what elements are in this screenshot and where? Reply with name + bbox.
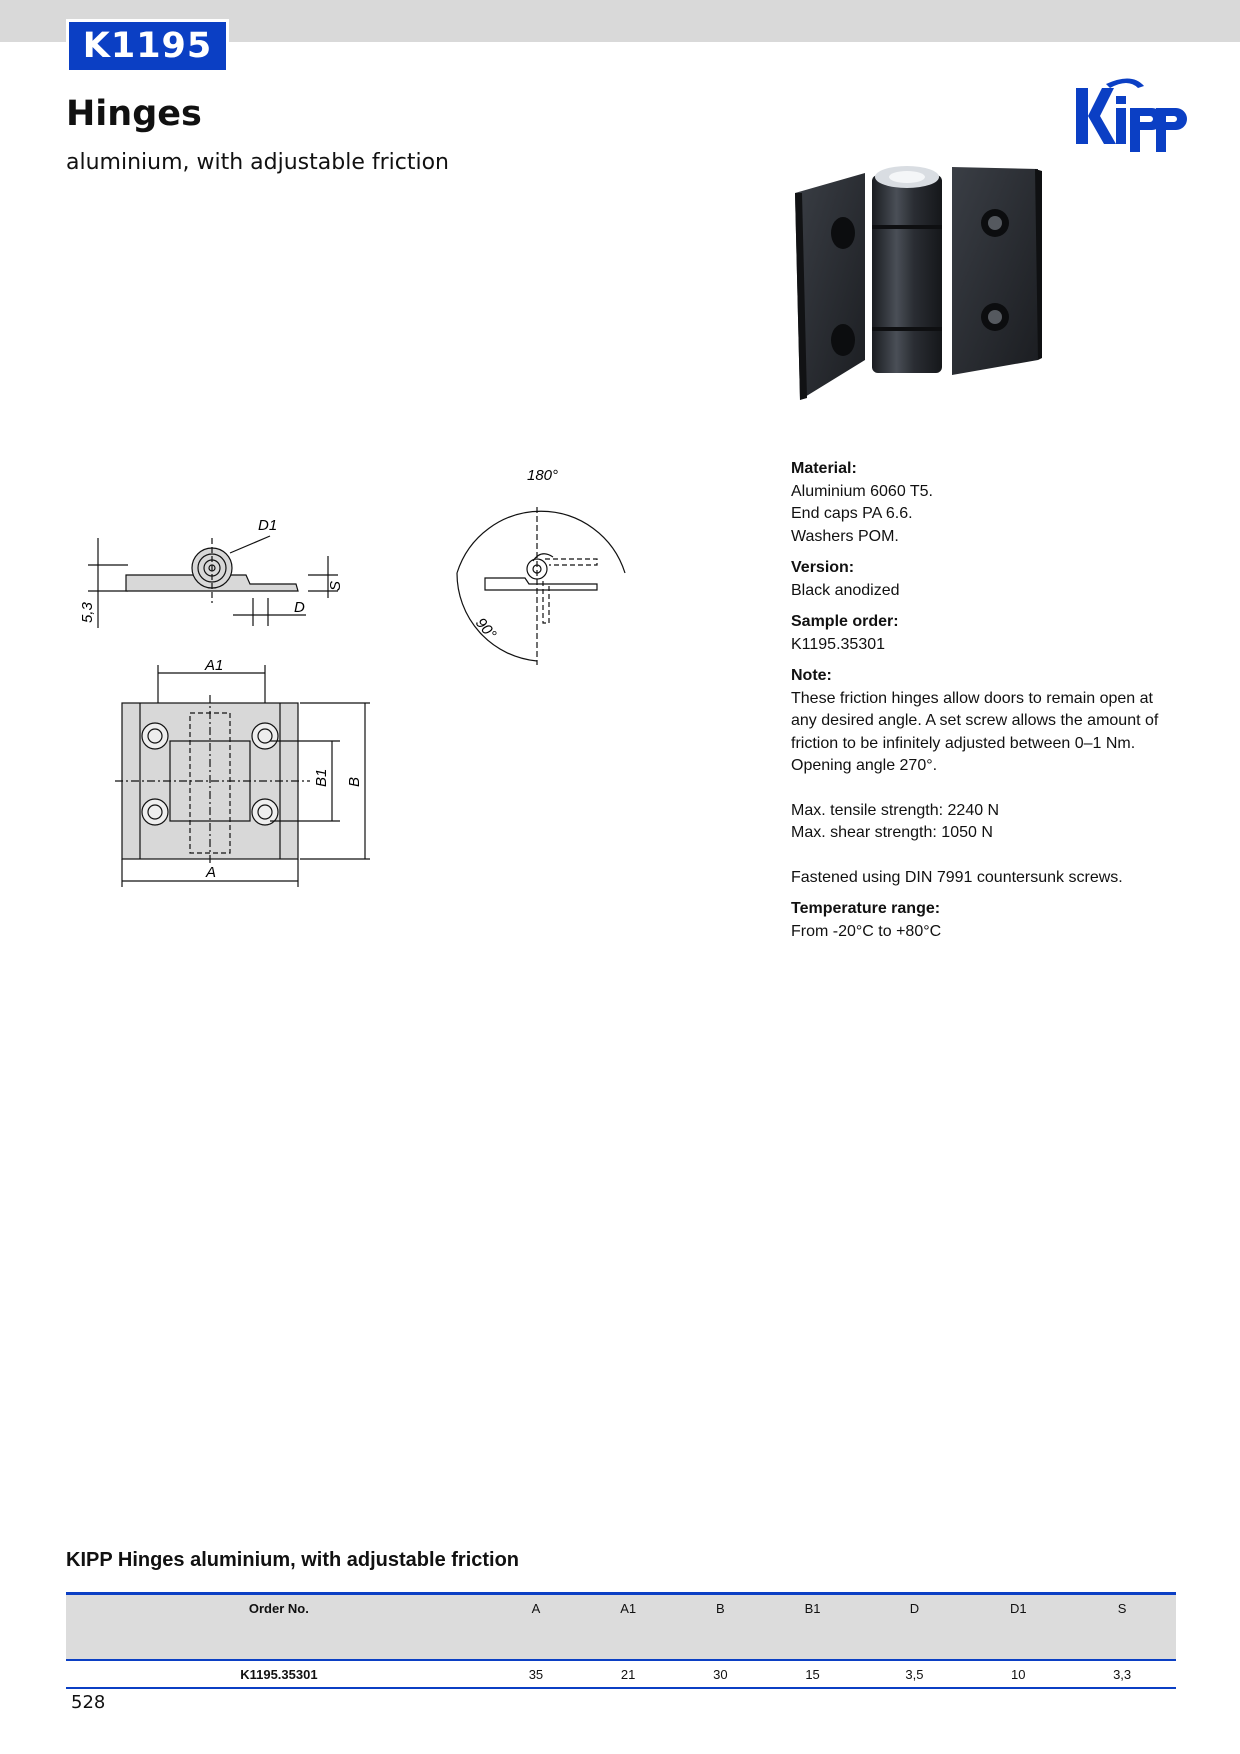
spacer [791,778,1171,800]
table-cell: 15 [765,1660,861,1688]
version-block [791,557,1171,602]
column-header: S [1068,1594,1176,1661]
sample-order-block [791,611,1171,656]
label-s: S [327,580,344,591]
top-view-drawing [110,655,380,895]
column-header: Order No. [66,1594,492,1661]
version-value: Black anodized [791,581,900,599]
note-line: any desired angle. A set screw allows the amount of [791,712,1159,729]
version-label: Version: [791,559,855,576]
column-header: B1 [765,1594,861,1661]
label-b1: B1 [313,768,330,787]
fastening-note: Fastened using DIN 7991 countersunk screws. [791,868,1123,886]
page-number: 528 [71,1692,106,1713]
label-d: D [294,599,305,616]
note-line: Opening angle 270°. [791,757,938,774]
specifications [791,458,1171,952]
material-block [791,458,1171,548]
hinge-photo [780,155,1060,410]
sample-order-value: K1195.35301 [791,635,886,653]
label-90: 90° [471,614,500,643]
temperature-label: Temperature range: [791,900,941,917]
table-cell: 3,3 [1068,1660,1176,1688]
table-cell: 30 [676,1660,764,1688]
label-d1: D1 [258,517,278,534]
table-cell: 21 [580,1660,676,1688]
table-header-row [66,1594,1176,1661]
table-cell: 3,5 [861,1660,969,1688]
note-line: friction to be infinitely adjusted between 0–1 Nm. [791,734,1136,752]
label-180: 180° [527,467,559,484]
material-line: Aluminium 6060 T5. [791,482,933,500]
label-b: B [346,776,363,787]
material-line: Washers POM. [791,527,899,545]
material-line: End caps PA 6.6. [791,505,913,522]
strength-line: Max. tensile strength: 2240 N [791,801,1000,819]
table-cell-order-no: K1195.35301 [66,1660,492,1688]
product-code: K1195 [69,22,226,70]
side-view-drawing [78,508,353,633]
material-label: Material: [791,460,857,477]
product-table [66,1592,1176,1689]
column-header: D1 [968,1594,1068,1661]
note-line: These friction hinges allow doors to remain open at [791,689,1153,707]
spacer [791,845,1171,867]
table-cell: 35 [492,1660,580,1688]
column-header: D [861,1594,969,1661]
sample-order-label: Sample order: [791,613,899,630]
table-title: KIPP Hinges aluminium, with adjustable friction [66,1549,520,1571]
note-block [791,665,1171,889]
product-code-badge [66,19,229,73]
note-label: Note: [791,667,832,684]
temperature-block [791,898,1171,943]
temperature-value: From -20°C to +80°C [791,922,942,940]
label-5-3: 5,3 [79,602,96,623]
label-a1: A1 [205,657,224,674]
column-header: A1 [580,1594,676,1661]
page-title: Hinges [66,94,202,134]
column-header: A [492,1594,580,1661]
column-header: B [676,1594,764,1661]
strength-line: Max. shear strength: 1050 N [791,824,993,841]
opening-angle-drawing [445,465,635,665]
table-cell: 10 [968,1660,1068,1688]
table-row [66,1660,1176,1688]
page-subtitle: aluminium, with adjustable friction [66,150,449,175]
kipp-logo [1072,74,1187,160]
label-a: A [206,864,217,881]
